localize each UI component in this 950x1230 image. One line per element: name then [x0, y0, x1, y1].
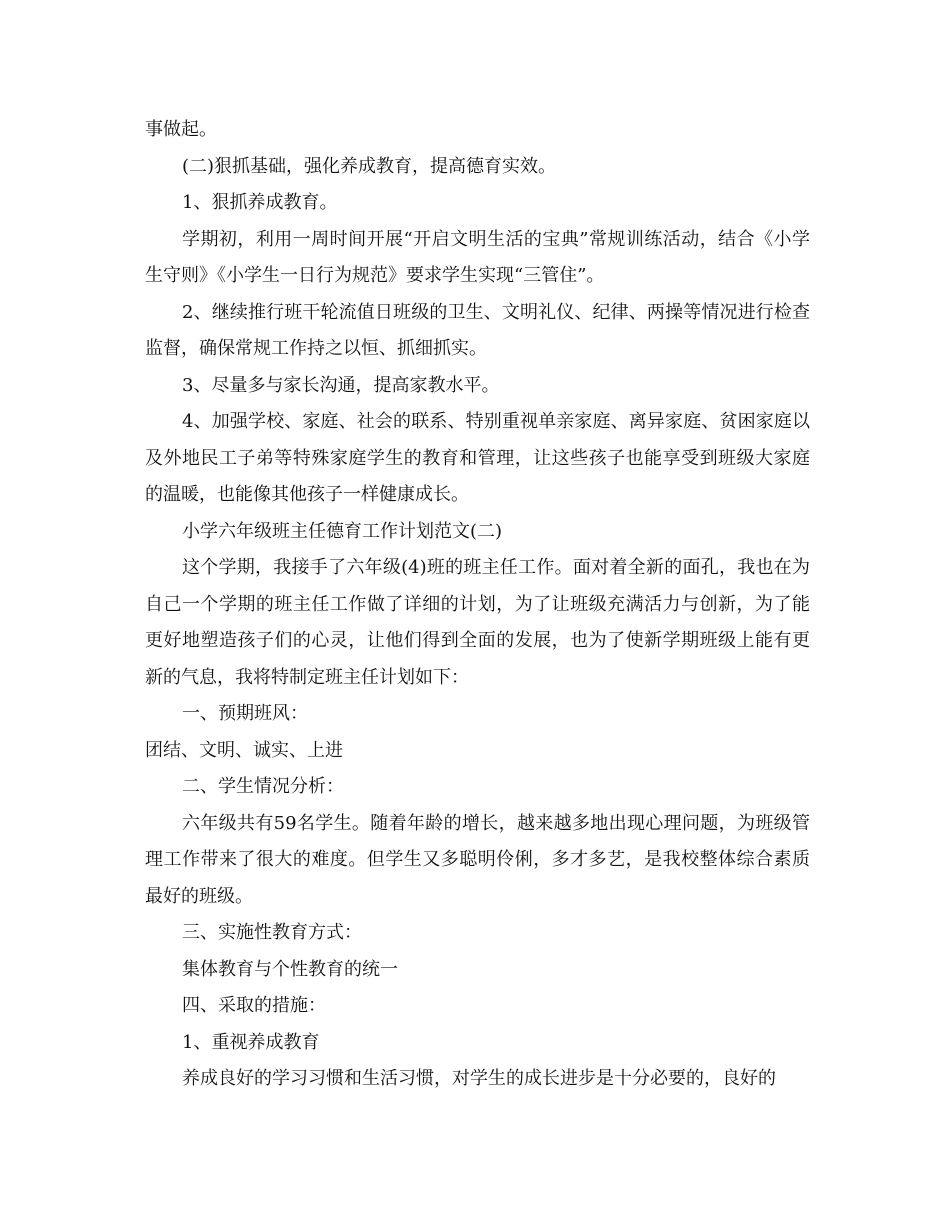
article-title: 小学六年级班主任德育工作计划范文(二) [182, 520, 503, 542]
paragraph: 3、尽量多与家长沟通，提高家教水平。 [182, 374, 500, 396]
paragraph: 4、加强学校、家庭、社会的联系、特别重视单亲家庭、离异家庭、贫困家庭以及外地民工子弟等特殊家庭学生的教育和管理，让这些孩子也能享受到班级大家庭的温暖，也能像其他孩子一样健康成长。 [145, 411, 810, 505]
paragraph: 六年级共有59名学生。随着年龄的增长，越来越多地出现心理问题，为班级管理工作带来了很大的难度。但学生又多聪明伶俐，多才多艺，是我校整体综合素质最好的班级。 [145, 812, 810, 907]
paragraph: 学期初，利用一周时间开展“开启文明生活的宝典”常规训练活动，结合《小学生守则》《小学生一日行为规范》要求学生实现“三管住”。 [145, 228, 810, 286]
paragraph: 养成良好的学习习惯和生活习惯，对学生的成长进步是十分必要的，良好的 [182, 1068, 776, 1089]
paragraph: 2、继续推行班干轮流值日班级的卫生、文明礼仪、纪律、两操等情况进行检查监督，确保常规工作持之以恒、抓细抓实。 [145, 301, 810, 359]
section-heading: 一、预期班风： [182, 703, 308, 724]
paragraph: 团结、文明、诚实、上进 [145, 739, 343, 761]
document-body [145, 112, 810, 1098]
paragraph: 这个学期，我接手了六年级(4)班的班主任工作。面对着全新的面孔，我也在为自己一个学期的班主任工作做了详细的计划，为了让班级充满活力与创新，为了能更好地塑造孩子们的心灵，让他们得到全面的发展，也为了使新学期班级上能有更新的气息，我将特制定班主任计划如下： [145, 557, 810, 688]
section-heading: 四、采取的措施： [182, 995, 326, 1016]
paragraph: 集体教育与个性教育的统一 [182, 958, 398, 980]
section-heading: 二、学生情况分析： [182, 776, 344, 797]
section-heading: 三、实施性教育方式： [182, 922, 362, 943]
paragraph-continuation: 事做起。 [145, 119, 217, 140]
item-heading-1: 1、狠抓养成教育。 [182, 192, 338, 213]
item-heading: 1、重视养成教育 [182, 1031, 320, 1053]
section-heading-2: (二)狠抓基础，强化养成教育，提高德育实效。 [182, 155, 557, 177]
